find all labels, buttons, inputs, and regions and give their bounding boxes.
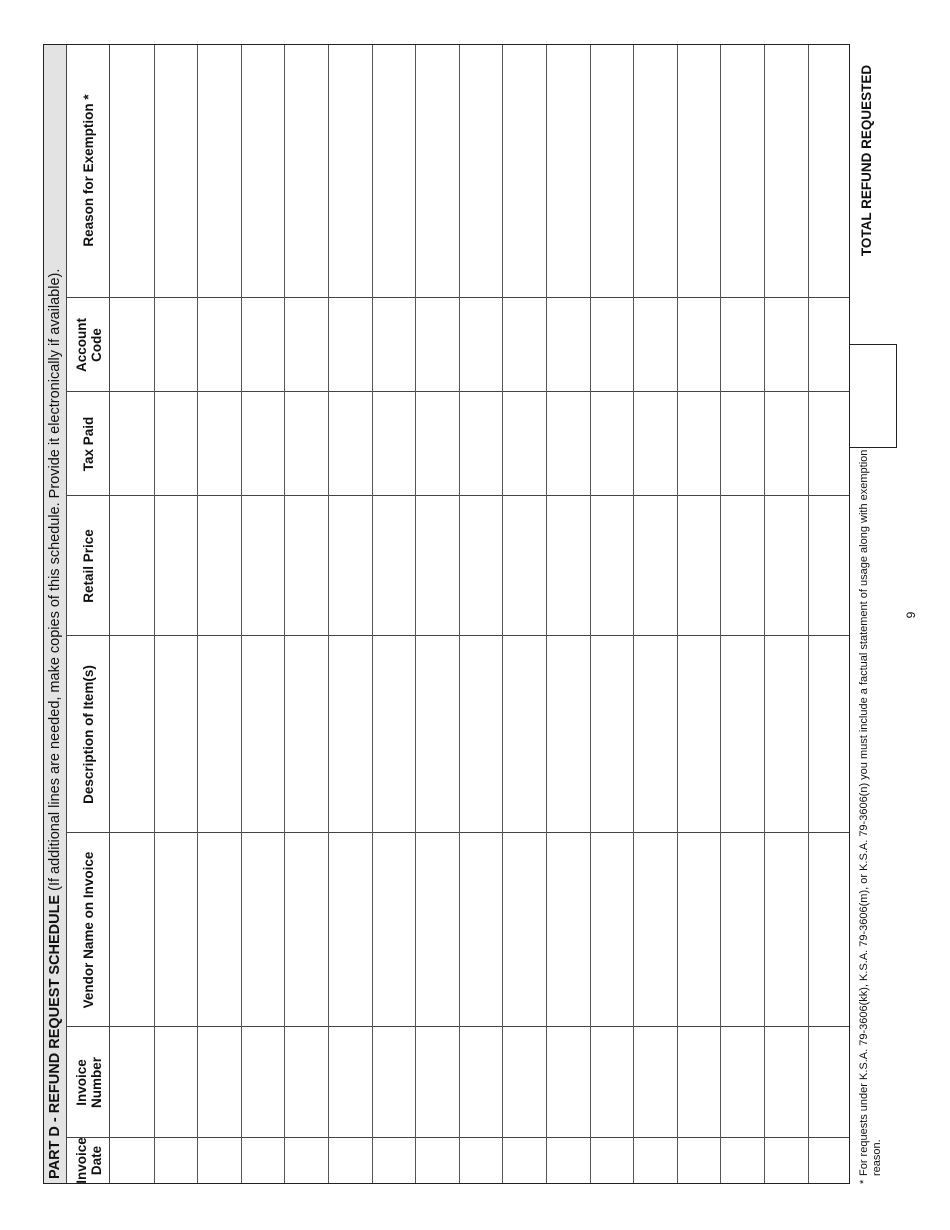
cell-invoice-number[interactable] <box>590 1027 634 1138</box>
cell-invoice-date[interactable] <box>241 1138 285 1183</box>
cell-account-code[interactable] <box>415 298 459 392</box>
cell-vendor-name[interactable] <box>197 833 241 1027</box>
cell-invoice-number[interactable] <box>284 1027 328 1138</box>
table-row <box>459 45 503 1183</box>
cell-description[interactable] <box>241 636 285 833</box>
row-divider <box>372 45 373 1183</box>
cell-invoice-date[interactable] <box>459 1138 503 1183</box>
cell-vendor-name[interactable] <box>459 833 503 1027</box>
table-row <box>546 45 590 1183</box>
cell-invoice-number[interactable] <box>720 1027 764 1138</box>
row-divider <box>720 45 721 1183</box>
cell-reason[interactable] <box>720 43 764 298</box>
cell-tax-paid[interactable] <box>154 392 198 496</box>
cell-invoice-number[interactable] <box>808 1027 852 1138</box>
cell-description[interactable] <box>808 636 852 833</box>
cell-account-code[interactable] <box>720 298 764 392</box>
cell-reason[interactable] <box>764 43 808 298</box>
cell-description[interactable] <box>764 636 808 833</box>
cell-retail-price[interactable] <box>590 496 634 636</box>
cell-invoice-date[interactable] <box>197 1138 241 1183</box>
cell-invoice-number[interactable] <box>764 1027 808 1138</box>
cell-tax-paid[interactable] <box>110 392 154 496</box>
table-row <box>633 45 677 1183</box>
table-row <box>328 45 372 1183</box>
cell-vendor-name[interactable] <box>720 833 764 1027</box>
cell-account-code[interactable] <box>197 298 241 392</box>
cell-reason[interactable] <box>590 43 634 298</box>
cell-tax-paid[interactable] <box>372 392 416 496</box>
cell-invoice-date[interactable] <box>372 1138 416 1183</box>
cell-retail-price[interactable] <box>502 496 546 636</box>
cell-reason[interactable] <box>808 43 852 298</box>
table-header-row <box>67 45 110 1183</box>
cell-invoice-number[interactable] <box>110 1027 154 1138</box>
cell-tax-paid[interactable] <box>241 392 285 496</box>
column-header-reason: Reason for Exemption * <box>81 94 96 247</box>
cell-description[interactable] <box>154 636 198 833</box>
cell-invoice-date[interactable] <box>764 1138 808 1183</box>
cell-tax-paid[interactable] <box>284 392 328 496</box>
cell-description[interactable] <box>590 636 634 833</box>
row-divider <box>546 45 547 1183</box>
cell-invoice-number[interactable] <box>197 1027 241 1138</box>
cell-account-code[interactable] <box>154 298 198 392</box>
cell-retail-price[interactable] <box>633 496 677 636</box>
cell-account-code[interactable] <box>590 298 634 392</box>
cell-vendor-name[interactable] <box>677 833 721 1027</box>
cell-invoice-number[interactable] <box>415 1027 459 1138</box>
cell-tax-paid[interactable] <box>633 392 677 496</box>
cell-tax-paid[interactable] <box>720 392 764 496</box>
cell-invoice-number[interactable] <box>154 1027 198 1138</box>
cell-retail-price[interactable] <box>284 496 328 636</box>
cell-vendor-name[interactable] <box>241 833 285 1027</box>
cell-account-code[interactable] <box>284 298 328 392</box>
cell-account-code[interactable] <box>372 298 416 392</box>
cell-retail-price[interactable] <box>764 496 808 636</box>
column-header-tax-paid: Tax Paid <box>81 416 96 472</box>
cell-description[interactable] <box>546 636 590 833</box>
cell-retail-price[interactable] <box>677 496 721 636</box>
cell-description[interactable] <box>459 636 503 833</box>
refund-schedule-table <box>43 44 850 1184</box>
footnote-text: For requests under K.S.A. 79-3606(kk), K.S.A. 79-3606(m), or K.S.A. 79-3606(n) you must include a factual statement of usage along with exemption reason. <box>858 449 883 1176</box>
cell-reason[interactable] <box>415 43 459 298</box>
cell-description[interactable] <box>677 636 721 833</box>
cell-tax-paid[interactable] <box>502 392 546 496</box>
schedule-title-bold: PART D - REFUND REQUEST SCHEDULE <box>47 894 63 1179</box>
cell-tax-paid[interactable] <box>764 392 808 496</box>
cell-retail-price[interactable] <box>546 496 590 636</box>
table-row <box>110 45 154 1183</box>
row-divider <box>808 45 809 1183</box>
total-refund-box[interactable] <box>850 344 897 448</box>
cell-vendor-name[interactable] <box>328 833 372 1027</box>
cell-invoice-date[interactable] <box>677 1138 721 1183</box>
cell-retail-price[interactable] <box>808 496 852 636</box>
row-divider <box>284 45 285 1183</box>
total-refund-label: TOTAL REFUND REQUESTED <box>859 64 874 257</box>
cell-invoice-date[interactable] <box>110 1138 154 1183</box>
cell-tax-paid[interactable] <box>808 392 852 496</box>
cell-description[interactable] <box>415 636 459 833</box>
column-header-description: Description of Item(s) <box>81 665 96 804</box>
cell-invoice-date[interactable] <box>546 1138 590 1183</box>
row-divider <box>154 45 155 1183</box>
cell-description[interactable] <box>284 636 328 833</box>
cell-tax-paid[interactable] <box>459 392 503 496</box>
cell-description[interactable] <box>633 636 677 833</box>
cell-reason[interactable] <box>546 43 590 298</box>
column-header-vendor-name: Vendor Name on Invoice <box>81 851 96 1009</box>
cell-reason[interactable] <box>459 43 503 298</box>
cell-retail-price[interactable] <box>459 496 503 636</box>
cell-vendor-name[interactable] <box>590 833 634 1027</box>
cell-reason[interactable] <box>328 43 372 298</box>
column-header-invoice-number: Invoice Number <box>73 1057 104 1109</box>
cell-invoice-date[interactable] <box>502 1138 546 1183</box>
table-row <box>284 45 328 1183</box>
cell-invoice-number[interactable] <box>546 1027 590 1138</box>
cell-invoice-date[interactable] <box>720 1138 764 1183</box>
row-divider <box>590 45 591 1183</box>
cell-reason[interactable] <box>284 43 328 298</box>
cell-account-code[interactable] <box>502 298 546 392</box>
cell-reason[interactable] <box>197 43 241 298</box>
cell-description[interactable] <box>197 636 241 833</box>
cell-reason[interactable] <box>241 43 285 298</box>
table-row <box>590 45 634 1183</box>
cell-vendor-name[interactable] <box>154 833 198 1027</box>
table-row <box>502 45 546 1183</box>
cell-retail-price[interactable] <box>197 496 241 636</box>
table-row <box>372 45 416 1183</box>
cell-invoice-number[interactable] <box>328 1027 372 1138</box>
cell-vendor-name[interactable] <box>415 833 459 1027</box>
cell-invoice-number[interactable] <box>459 1027 503 1138</box>
cell-account-code[interactable] <box>633 298 677 392</box>
cell-reason[interactable] <box>110 43 154 298</box>
table-row <box>197 45 241 1183</box>
cell-account-code[interactable] <box>677 298 721 392</box>
cell-retail-price[interactable] <box>110 496 154 636</box>
cell-account-code[interactable] <box>241 298 285 392</box>
cell-description[interactable] <box>502 636 546 833</box>
cell-invoice-number[interactable] <box>372 1027 416 1138</box>
cell-account-code[interactable] <box>328 298 372 392</box>
table-row <box>677 45 721 1183</box>
cell-account-code[interactable] <box>764 298 808 392</box>
table-row <box>241 45 285 1183</box>
cell-vendor-name[interactable] <box>372 833 416 1027</box>
cell-vendor-name[interactable] <box>764 833 808 1027</box>
schedule-title-note: (If additional lines are needed, make copies of this schedule. Provide it electronically if available). <box>47 268 63 895</box>
cell-retail-price[interactable] <box>328 496 372 636</box>
cell-reason[interactable] <box>677 43 721 298</box>
cell-invoice-number[interactable] <box>241 1027 285 1138</box>
table-row <box>720 45 764 1183</box>
cell-invoice-date[interactable] <box>633 1138 677 1183</box>
cell-invoice-number[interactable] <box>633 1027 677 1138</box>
row-divider <box>241 45 242 1183</box>
cell-reason[interactable] <box>372 43 416 298</box>
cell-invoice-date[interactable] <box>284 1138 328 1183</box>
cell-reason[interactable] <box>154 43 198 298</box>
cell-tax-paid[interactable] <box>590 392 634 496</box>
cell-retail-price[interactable] <box>154 496 198 636</box>
table-row <box>808 45 852 1183</box>
cell-tax-paid[interactable] <box>677 392 721 496</box>
cell-reason[interactable] <box>502 43 546 298</box>
cell-account-code[interactable] <box>546 298 590 392</box>
cell-description[interactable] <box>720 636 764 833</box>
column-header-retail-price: Retail Price <box>81 529 96 603</box>
exemption-footnote <box>858 444 884 1184</box>
row-divider <box>633 45 634 1183</box>
cell-tax-paid[interactable] <box>546 392 590 496</box>
cell-retail-price[interactable] <box>372 496 416 636</box>
cell-reason[interactable] <box>633 43 677 298</box>
cell-description[interactable] <box>328 636 372 833</box>
cell-invoice-date[interactable] <box>154 1138 198 1183</box>
cell-retail-price[interactable] <box>415 496 459 636</box>
row-divider <box>328 45 329 1183</box>
cell-account-code[interactable] <box>459 298 503 392</box>
cell-vendor-name[interactable] <box>808 833 852 1027</box>
cell-tax-paid[interactable] <box>415 392 459 496</box>
column-header-account-code: Account Code <box>73 318 104 372</box>
cell-vendor-name[interactable] <box>546 833 590 1027</box>
row-divider <box>502 45 503 1183</box>
page-number: 9 <box>904 611 918 619</box>
row-divider <box>459 45 460 1183</box>
row-divider <box>197 45 198 1183</box>
schedule-title <box>44 45 67 1183</box>
cell-tax-paid[interactable] <box>197 392 241 496</box>
row-divider <box>415 45 416 1183</box>
column-header-invoice-date: Invoice Date <box>73 1137 104 1184</box>
row-divider <box>677 45 678 1183</box>
cell-vendor-name[interactable] <box>633 833 677 1027</box>
table-row <box>764 45 808 1183</box>
cell-invoice-date[interactable] <box>590 1138 634 1183</box>
cell-description[interactable] <box>110 636 154 833</box>
table-row <box>154 45 198 1183</box>
cell-description[interactable] <box>372 636 416 833</box>
cell-retail-price[interactable] <box>241 496 285 636</box>
cell-invoice-number[interactable] <box>502 1027 546 1138</box>
cell-tax-paid[interactable] <box>328 392 372 496</box>
cell-retail-price[interactable] <box>720 496 764 636</box>
cell-account-code[interactable] <box>110 298 154 392</box>
footnote-star: * <box>858 1179 870 1184</box>
cell-vendor-name[interactable] <box>110 833 154 1027</box>
row-divider <box>764 45 765 1183</box>
cell-invoice-date[interactable] <box>328 1138 372 1183</box>
cell-invoice-date[interactable] <box>808 1138 852 1183</box>
cell-invoice-number[interactable] <box>677 1027 721 1138</box>
cell-account-code[interactable] <box>808 298 852 392</box>
cell-invoice-date[interactable] <box>415 1138 459 1183</box>
cell-vendor-name[interactable] <box>284 833 328 1027</box>
cell-vendor-name[interactable] <box>502 833 546 1027</box>
table-row <box>415 45 459 1183</box>
